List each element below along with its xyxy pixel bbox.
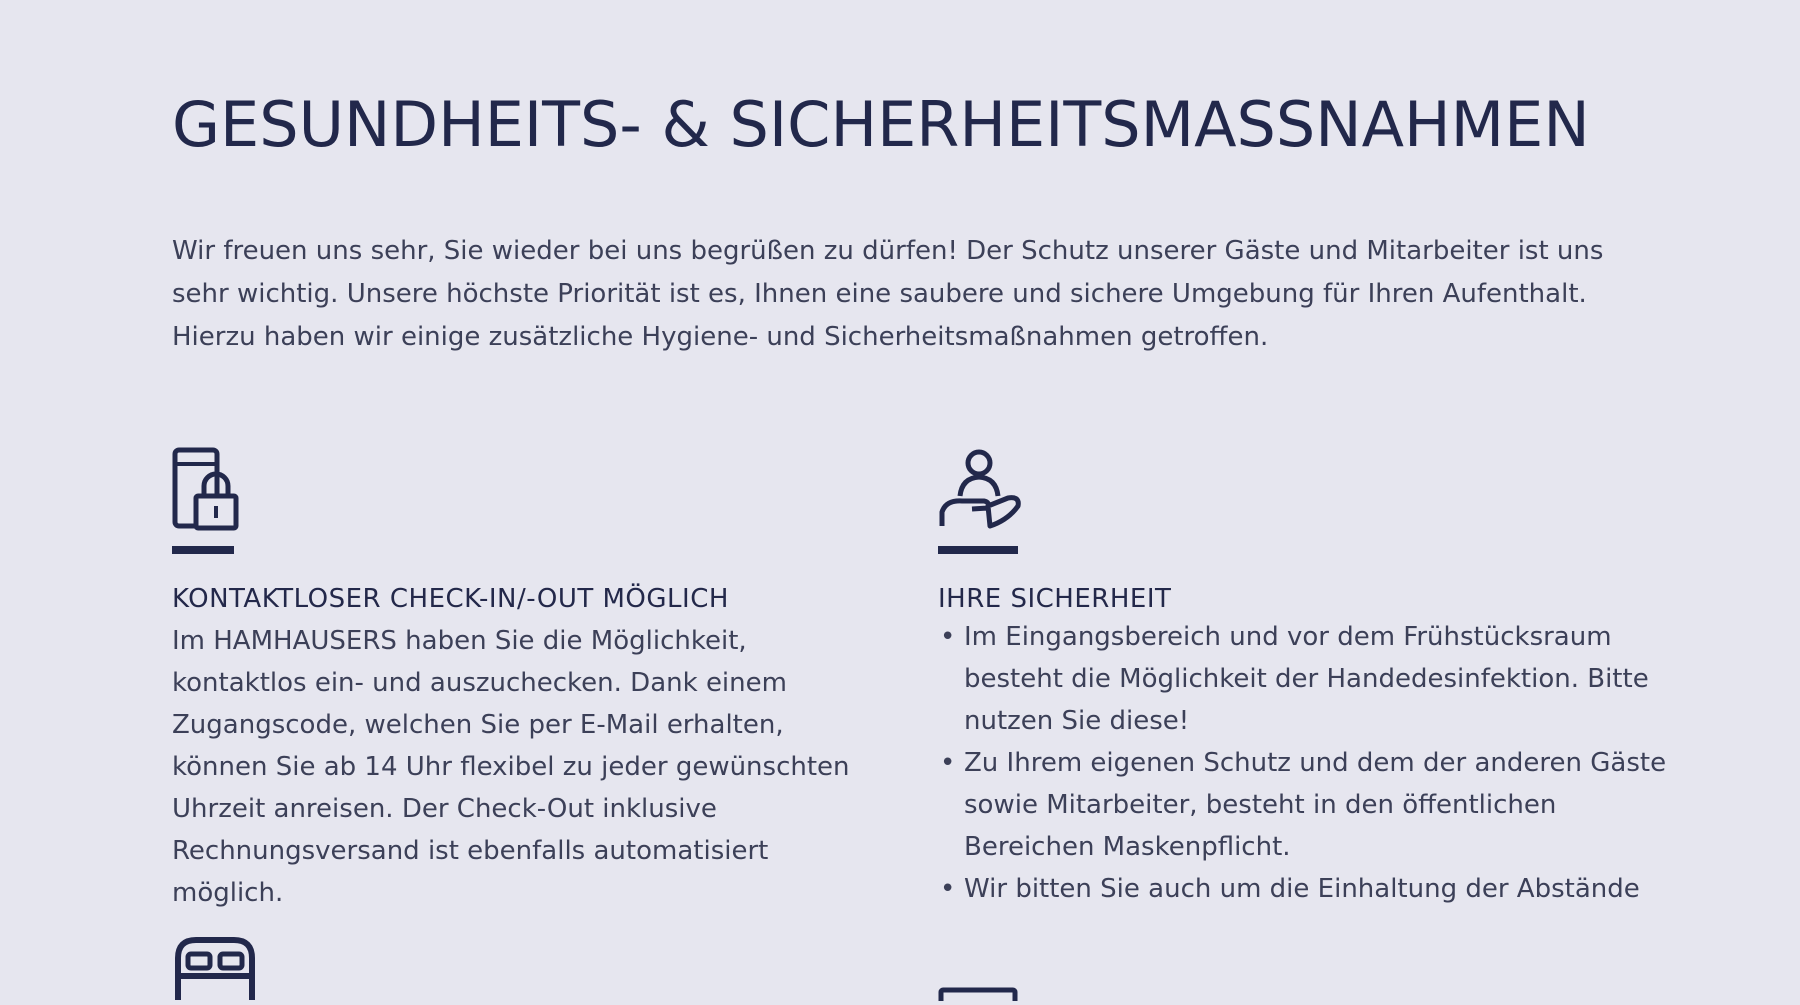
bullet-dot: • [940, 622, 956, 652]
icon-underline [938, 546, 1018, 554]
bed-icon [172, 936, 258, 1004]
checkin-title: KONTAKTLOSER CHECK-IN/-OUT MÖGLICH [172, 584, 729, 614]
safety-list [938, 616, 1678, 910]
checkin-text: Im HAMHAUSERS haben Sie die Möglichkeit, kontaktlos ein- und auszuchecken. Dank einem Zugangscode, welchen Sie per E-Mail erhalten, können Sie ab 14 Uhr flexibel zu jeder gewünschten Uhrzeit anreisen. Der Check-Out inklusive Rechnungsversand ist ebenfalls automatisiert möglich. [172, 626, 850, 908]
list-item: • Wir bitten Sie auch um die Einhaltung der Abstände [938, 868, 1678, 910]
hand-person-icon [938, 446, 1678, 536]
phone-lock-icon [172, 446, 872, 536]
intro-text: Wir freuen uns sehr, Sie wieder bei uns begrüßen zu dürfen! Der Schutz unserer Gäste und Mitarbeiter ist uns sehr wichtig. Unsere höchste Priorität ist es, Ihnen eine saubere und sichere Umgebung für Ihren Aufenthalt. Hierzu haben wir einige zusätzliche Hygiene- und Sicherheitsmaßnahmen getroffen. [172, 236, 1604, 352]
list-item: • Zu Ihrem eigenen Schutz und dem der anderen Gäste sowie Mitarbeiter, besteht in den öffentlichen Bereichen Maskenpflicht. [938, 742, 1678, 868]
bullet-dot: • [940, 748, 956, 778]
card-icon [938, 986, 1018, 1005]
page-title: GESUNDHEITS- & SICHERHEITSMASSNAHMEN [172, 88, 1590, 161]
icon-underline [172, 546, 234, 554]
bullet-dot: • [940, 874, 956, 904]
safety-title: IHRE SICHERHEIT [938, 584, 1172, 614]
safety-section [938, 446, 1678, 910]
list-item: • Im Eingangsbereich und vor dem Frühstücksraum besteht die Möglichkeit der Handedesinfektion. Bitte nutzen Sie diese! [938, 616, 1678, 742]
checkin-section [172, 446, 872, 914]
